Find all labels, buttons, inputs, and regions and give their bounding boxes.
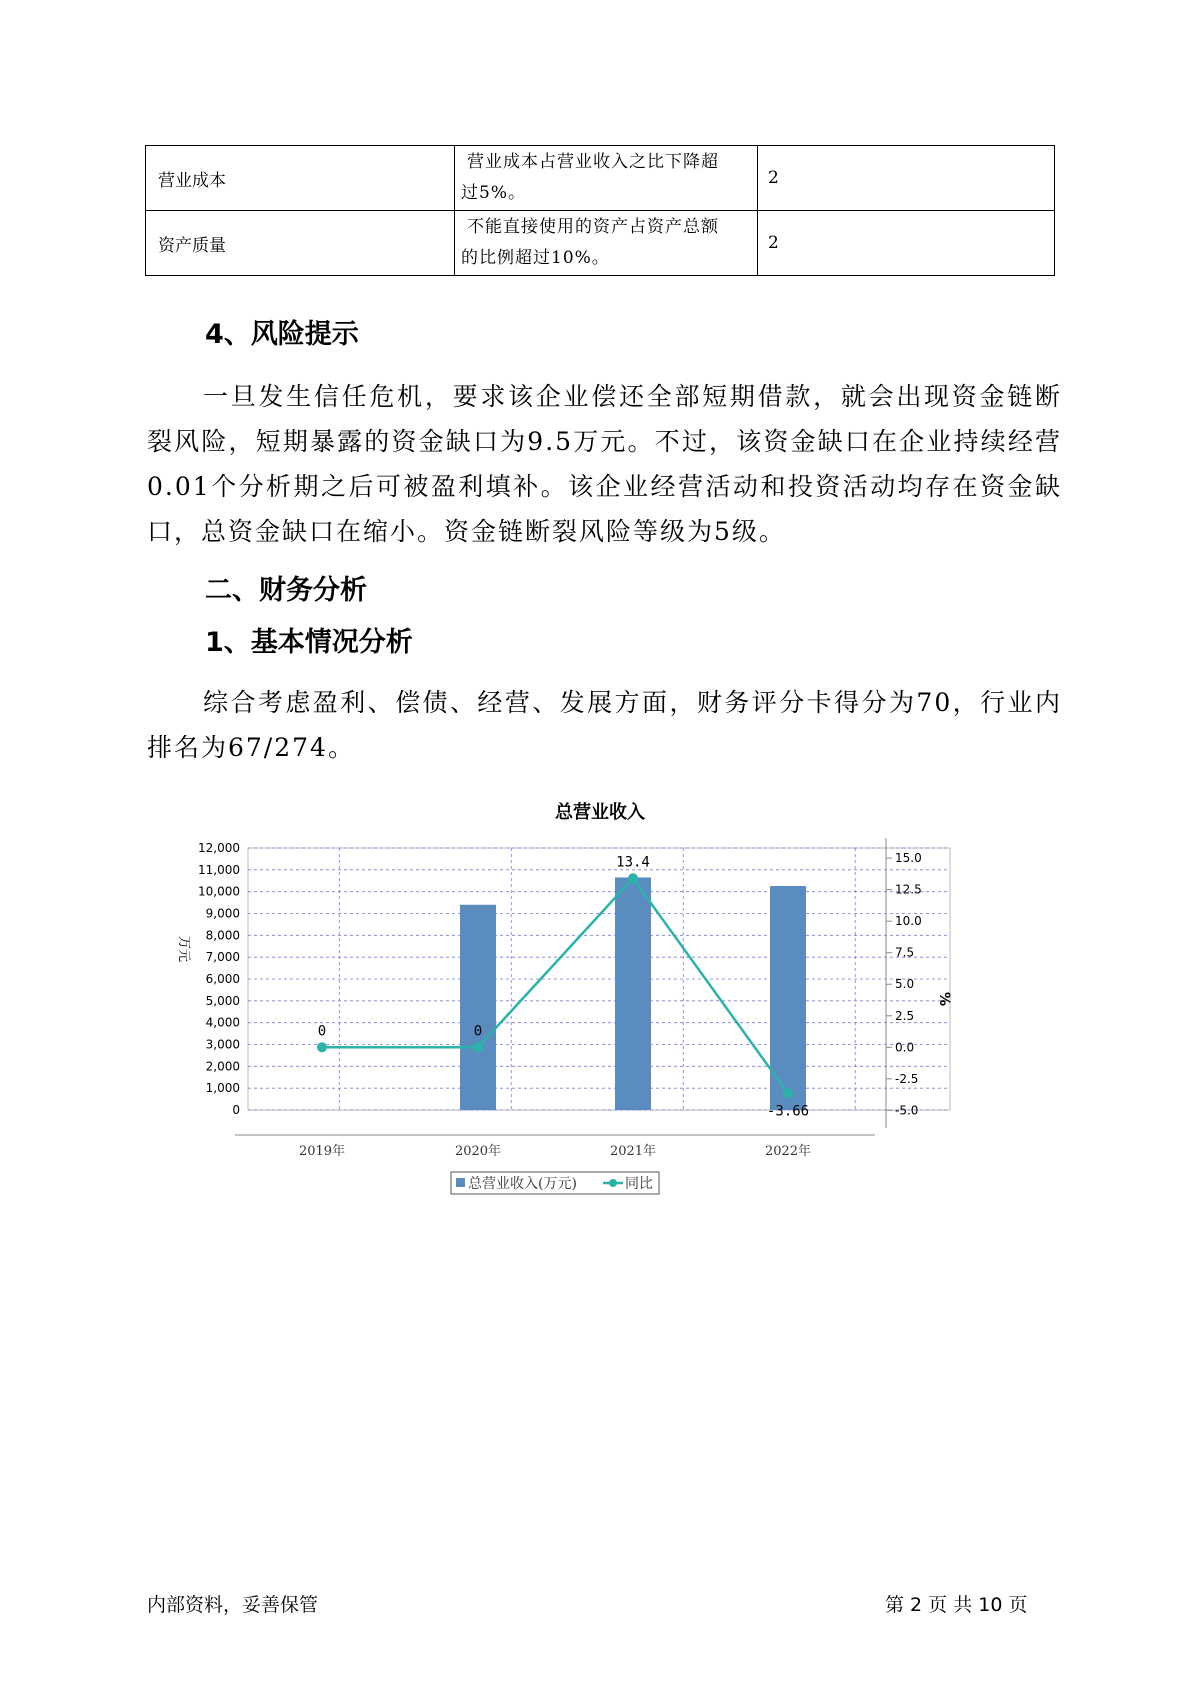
condition-line: 的比例超过10%。 — [461, 248, 610, 268]
data-label: 0 — [317, 1023, 327, 1040]
legend-swatch-point — [609, 1179, 617, 1187]
risk-paragraph: 一旦发生信任危机，要求该企业偿还全部短期借款，就会出现资金链断裂风险，短期暴露的资金缺口为9.5万元。不过，该资金缺口在企业持续经营 0.01个分析期之后可被盈利填补。该企业经营活动和投资活动均存在资金缺口，总资金缺口在缩小。资金链断裂风险等级为5级。 — [147, 382, 1062, 546]
y-right-tick-label: -5.0 — [895, 1103, 919, 1118]
revenue-chart — [160, 790, 1040, 1250]
y-left-tick-label: 10,000 — [198, 884, 240, 899]
data-label: 13.4 — [616, 854, 650, 871]
y-left-tick-label: 8,000 — [205, 928, 240, 943]
legend-label-yoy: 同比 — [625, 1176, 653, 1192]
chart-title: 总营业收入 — [555, 802, 645, 823]
score-cell: 2 — [758, 211, 1055, 276]
data-label: -3.66 — [766, 1103, 810, 1120]
legend-swatch-bar — [456, 1178, 465, 1187]
series-line-yoy — [322, 878, 788, 1093]
y-left-tick-label: 5,000 — [205, 993, 240, 1008]
y-right-tick-label: 7.5 — [895, 945, 915, 960]
condition-cell — [455, 211, 758, 276]
table-row — [146, 146, 1055, 211]
y-right-tick-label: 12.5 — [895, 882, 922, 897]
x-tick-label: 2020年 — [454, 1144, 502, 1159]
item-cell: 营业成本 — [146, 146, 455, 211]
y-right-tick-label: -2.5 — [895, 1071, 919, 1086]
y-right-tick-label: 15.0 — [895, 851, 922, 866]
y-left-tick-label: 4,000 — [205, 1015, 240, 1030]
criteria-table — [145, 145, 1055, 276]
y-left-axis-label: 万元 — [176, 936, 191, 963]
y-right-tick-label: 0.0 — [895, 1040, 915, 1055]
footer-page-number: 第 2 页 共 10 页 — [885, 1594, 1028, 1616]
legend-label-revenue: 总营业收入(万元) — [468, 1176, 577, 1192]
footer-left: 内部资料，妥善保管 — [147, 1594, 319, 1616]
condition-line: 过5%。 — [461, 183, 526, 203]
condition-line: 营业成本占营业收入之比下降超 — [467, 152, 719, 172]
y-right-tick-label: 5.0 — [895, 977, 915, 992]
table-row — [146, 211, 1055, 276]
y-right-tick-label: 2.5 — [895, 1008, 915, 1023]
bar — [615, 877, 651, 1110]
line-point — [473, 1042, 483, 1052]
x-tick-label: 2021年 — [609, 1144, 657, 1159]
x-tick-label: 2019年 — [298, 1144, 346, 1159]
basic-paragraph: 综合考虑盈利、偿债、经营、发展方面，财务评分卡得分为70，行业内排名为67/274。 — [147, 688, 1062, 762]
y-left-tick-label: 9,000 — [205, 906, 240, 921]
y-left-tick-label: 1,000 — [205, 1081, 240, 1096]
y-left-tick-label: 0 — [232, 1103, 240, 1117]
line-point — [317, 1042, 327, 1052]
y-left-tick-label: 11,000 — [198, 862, 240, 877]
y-right-tick-label: 10.0 — [895, 914, 922, 929]
y-right-axis-label: % — [936, 992, 952, 1007]
y-left-tick-label: 2,000 — [205, 1059, 240, 1074]
score-cell: 2 — [758, 146, 1055, 211]
bar — [460, 905, 496, 1110]
section-heading-basic: 1、基本情况分析 — [205, 627, 413, 658]
section-heading-risk: 4、风险提示 — [205, 319, 359, 350]
item-cell: 资产质量 — [146, 211, 455, 276]
line-point — [628, 873, 638, 883]
x-tick-label: 2022年 — [764, 1144, 812, 1159]
condition-line: 不能直接使用的资产占资产总额 — [467, 217, 719, 237]
y-left-tick-label: 12,000 — [198, 841, 240, 855]
data-label: 0 — [473, 1023, 483, 1040]
line-point — [783, 1088, 793, 1098]
condition-cell — [455, 146, 758, 211]
y-left-tick-label: 7,000 — [205, 950, 240, 965]
section-heading-financial: 二、财务分析 — [205, 575, 367, 606]
y-left-tick-label: 3,000 — [205, 1037, 240, 1052]
y-left-tick-label: 6,000 — [205, 972, 240, 986]
